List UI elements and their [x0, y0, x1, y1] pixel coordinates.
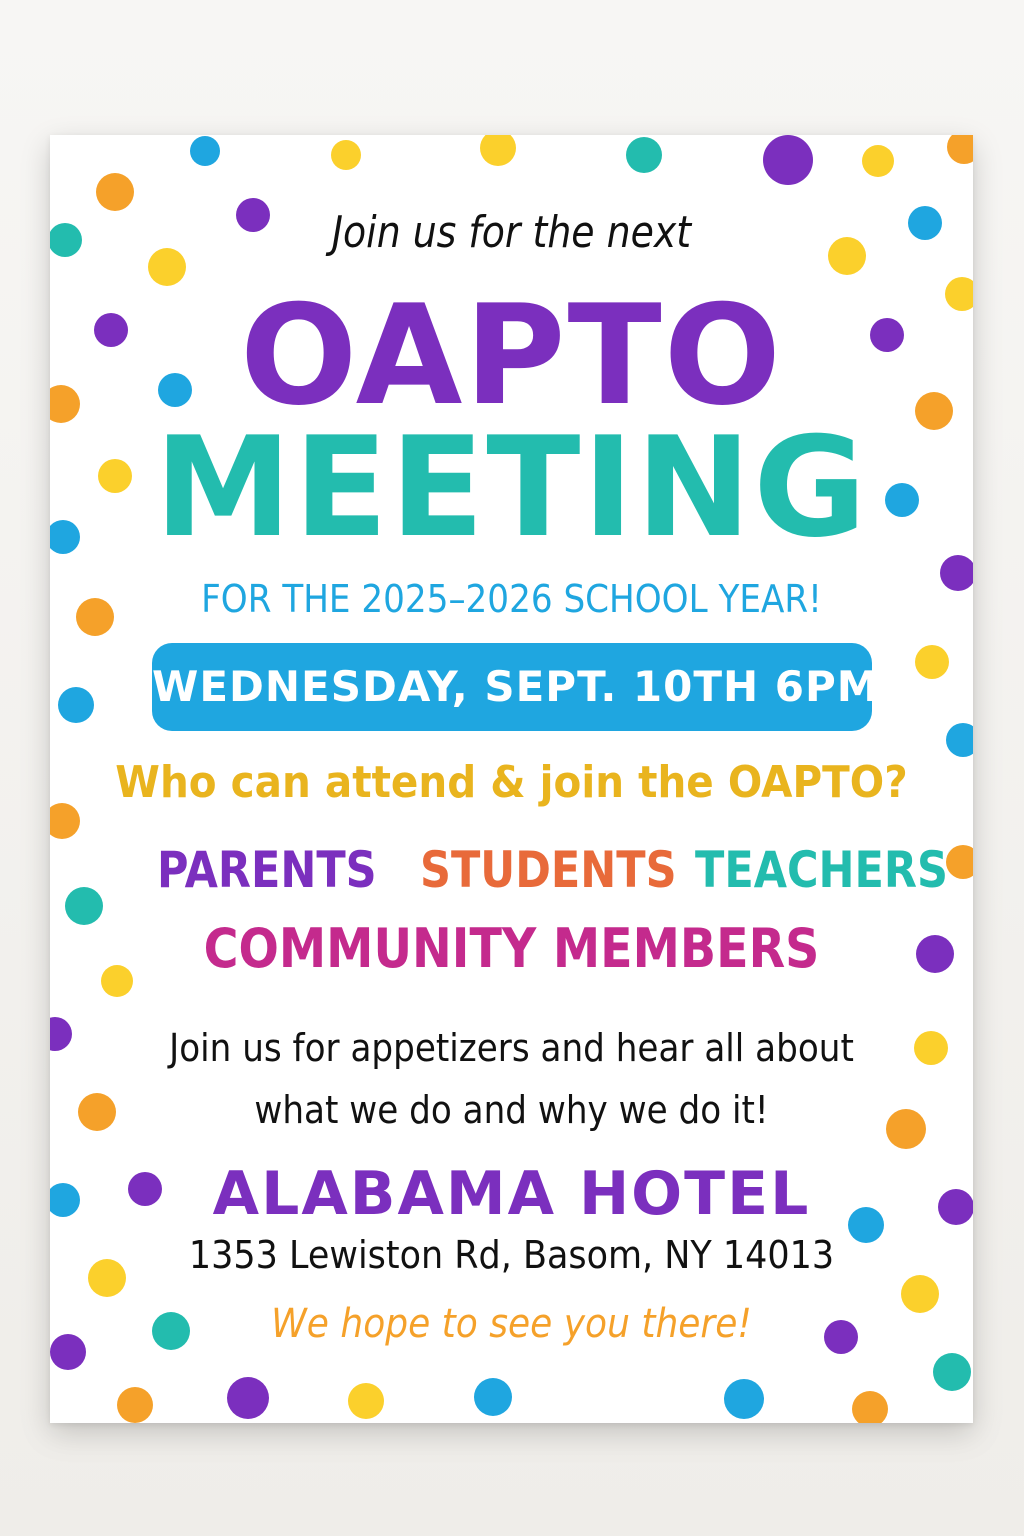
confetti-dot: [474, 1378, 512, 1416]
intro-text: Join us for the next: [331, 207, 692, 258]
confetti-dot: [947, 135, 973, 164]
date-time-banner: WEDNESDAY, SEPT. 10TH 6PM: [152, 643, 872, 731]
confetti-dot: [480, 135, 516, 166]
venue-address: 1353 Lewiston Rd, Basom, NY 14013: [188, 1233, 835, 1277]
confetti-dot: [946, 723, 973, 757]
confetti-dot: [763, 135, 813, 185]
description-line-1: Join us for appetizers and hear all about: [169, 1026, 854, 1070]
description-text: [96, 1017, 927, 1141]
who-can-attend-heading: Who can attend & join the OAPTO?: [115, 757, 908, 808]
confetti-dot: [65, 887, 103, 925]
confetti-dot: [58, 687, 94, 723]
title-oapto: OAPTO: [240, 275, 783, 436]
title-meeting: MEETING: [154, 407, 869, 568]
audience-teachers: TEACHERS: [695, 841, 948, 899]
confetti-dot: [117, 1387, 153, 1423]
confetti-dot: [940, 555, 973, 591]
closing-message: We hope to see you there!: [271, 1301, 752, 1347]
confetti-dot: [50, 1334, 86, 1370]
confetti-dot: [626, 137, 662, 173]
confetti-dot: [946, 845, 973, 879]
confetti-dot: [915, 645, 949, 679]
confetti-dot: [724, 1379, 764, 1419]
confetti-dot: [916, 935, 954, 973]
confetti-dot: [331, 140, 361, 170]
confetti-dot: [190, 136, 220, 166]
confetti-dot: [96, 173, 134, 211]
confetti-dot: [852, 1391, 888, 1423]
flyer: [50, 135, 973, 1423]
confetti-dot: [933, 1353, 971, 1391]
audience-students: STUDENTS: [420, 841, 677, 899]
confetti-dot: [862, 145, 894, 177]
audience-parents: PARENTS: [157, 841, 377, 899]
audience-community-members: COMMUNITY MEMBERS: [203, 917, 820, 980]
school-year-subtitle: FOR THE 2025–2026 SCHOOL YEAR!: [201, 577, 822, 621]
venue-name: ALABAMA HOTEL: [212, 1159, 811, 1229]
confetti-dot: [50, 223, 82, 257]
confetti-dot: [50, 1017, 72, 1051]
confetti-dot: [227, 1377, 269, 1419]
confetti-dot: [908, 206, 942, 240]
confetti-dot: [348, 1383, 384, 1419]
description-line-2: what we do and why we do it!: [254, 1088, 769, 1132]
confetti-dot: [50, 803, 80, 839]
